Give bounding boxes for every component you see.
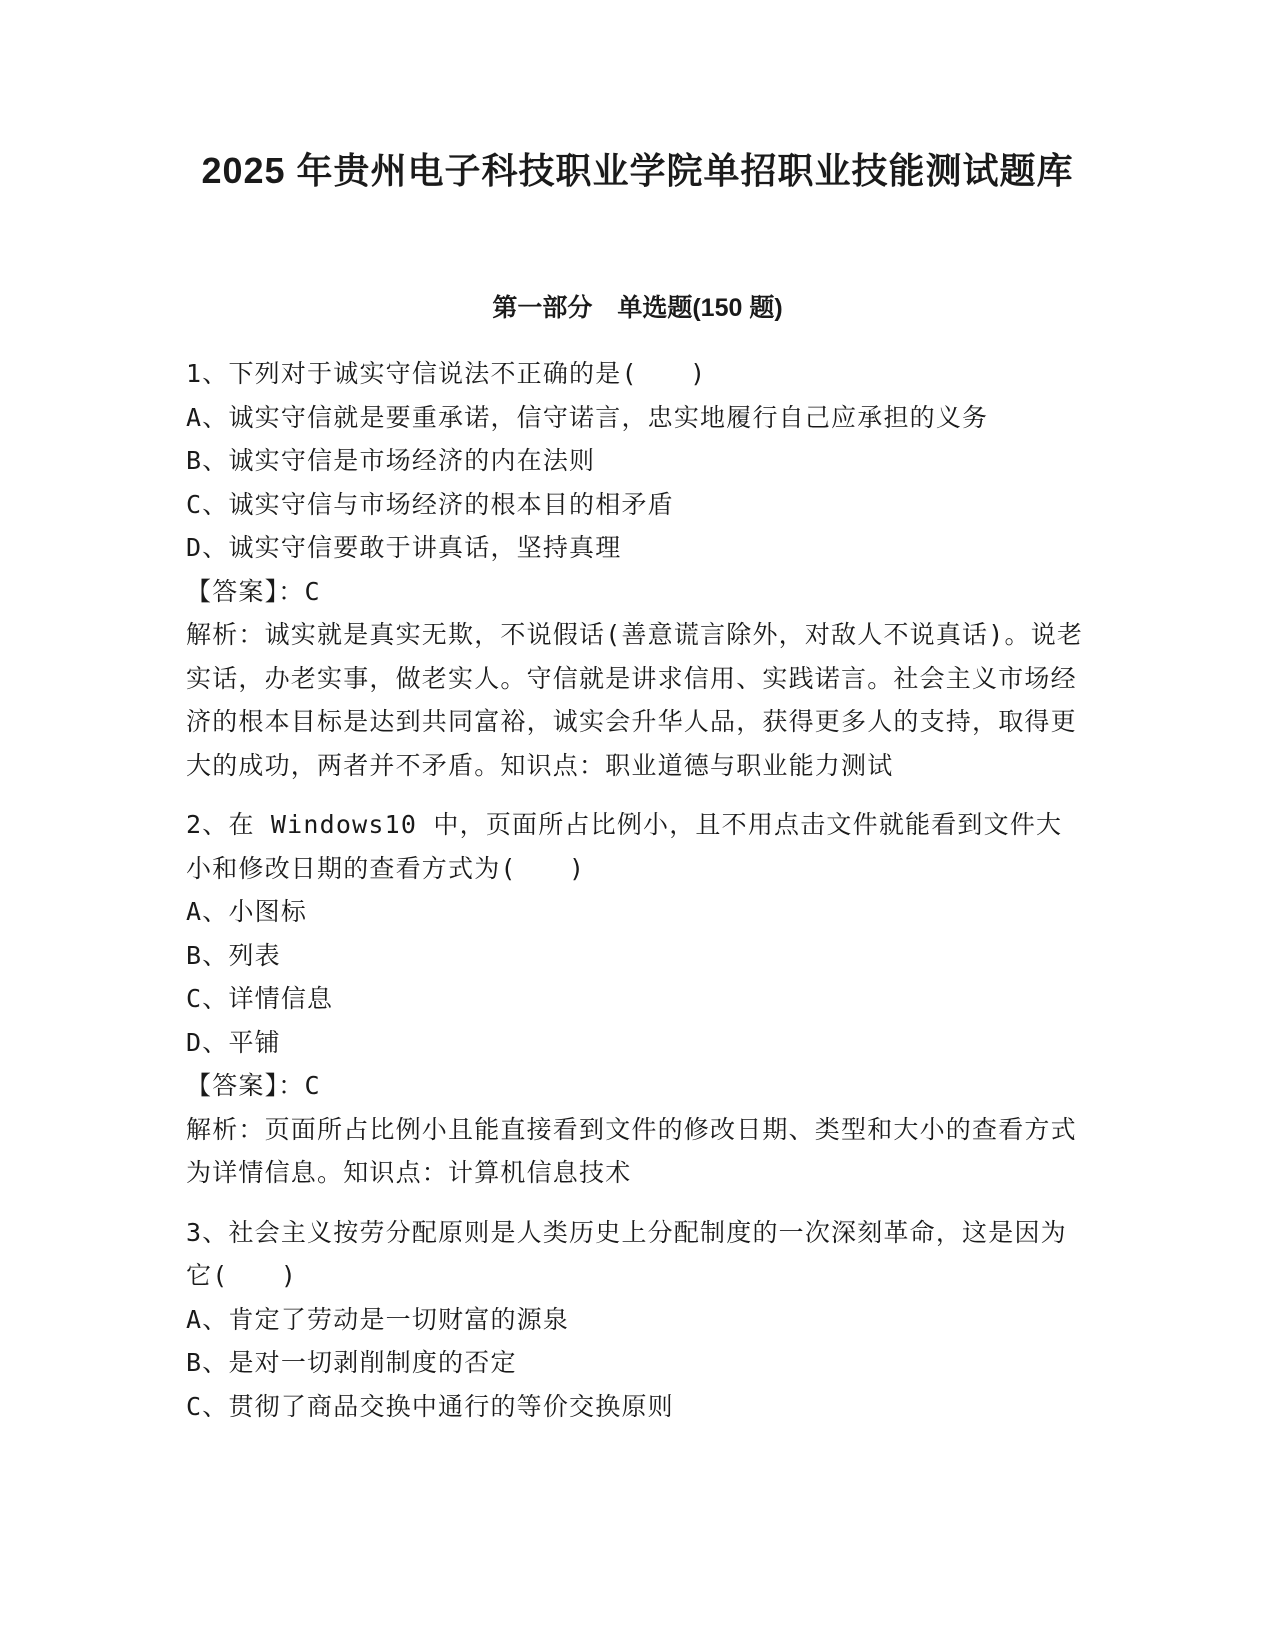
option-c: C、贯彻了商品交换中通行的等价交换原则 [186,1391,674,1421]
question-stem: 3、社会主义按劳分配原则是人类历史上分配制度的一次深刻革命，这是因为它( ) [186,1217,1067,1290]
option-b: B、列表 [186,940,281,970]
question-stem: 2、在 Windows10 中，页面所占比例小，且不用点击文件就能看到文件大小和修改日期的查看方式为( ) [186,810,1063,883]
option-b: B、诚实守信是市场经济的内在法则 [186,446,596,475]
question-1 [186,352,1086,787]
option-d: D、诚实守信要敢于讲真话，坚持真理 [186,533,622,562]
option-c: C、详情信息 [186,984,334,1013]
section-title: 第一部分 单选题(150 题) [492,294,783,322]
explanation: 解析：诚实就是真实无欺，不说假话(善意谎言除外，对敌人不说真话)。说老实话，办老实事，做老实人。守信就是讲求信用、实践诺言。社会主义市场经济的根本目标是达到共同富裕，诚实会升华人品，获得更多人的支持，取得更大的成功，两者并不矛盾。知识点：职业道德与职业能力测试 [186,620,1084,780]
option-a: A、肯定了劳动是一切财富的源泉 [186,1304,570,1334]
option-a: A、小图标 [186,897,308,926]
option-d: D、平铺 [186,1027,281,1057]
option-a: A、诚实守信就是要重承诺，信守诺言，忠实地履行自己应承担的义务 [186,402,989,432]
option-c: C、诚实守信与市场经济的根本目的相矛盾 [186,489,674,519]
answer: 【答案】：C [186,576,321,606]
explanation: 解析：页面所占比例小且能直接看到文件的修改日期、类型和大小的查看方式为详情信息。知识点：计算机信息技术 [186,1114,1077,1187]
question-2 [186,803,1086,1195]
answer: 【答案】：C [186,1071,321,1100]
question-list [186,352,1086,1428]
option-b: B、是对一切剥削制度的否定 [186,1348,517,1377]
question-stem: 1、下列对于诚实守信说法不正确的是( ) [186,359,707,388]
question-3 [186,1211,1086,1429]
document-title: 2025 年贵州电子科技职业学院单招职业技能测试题库 [201,150,1074,191]
